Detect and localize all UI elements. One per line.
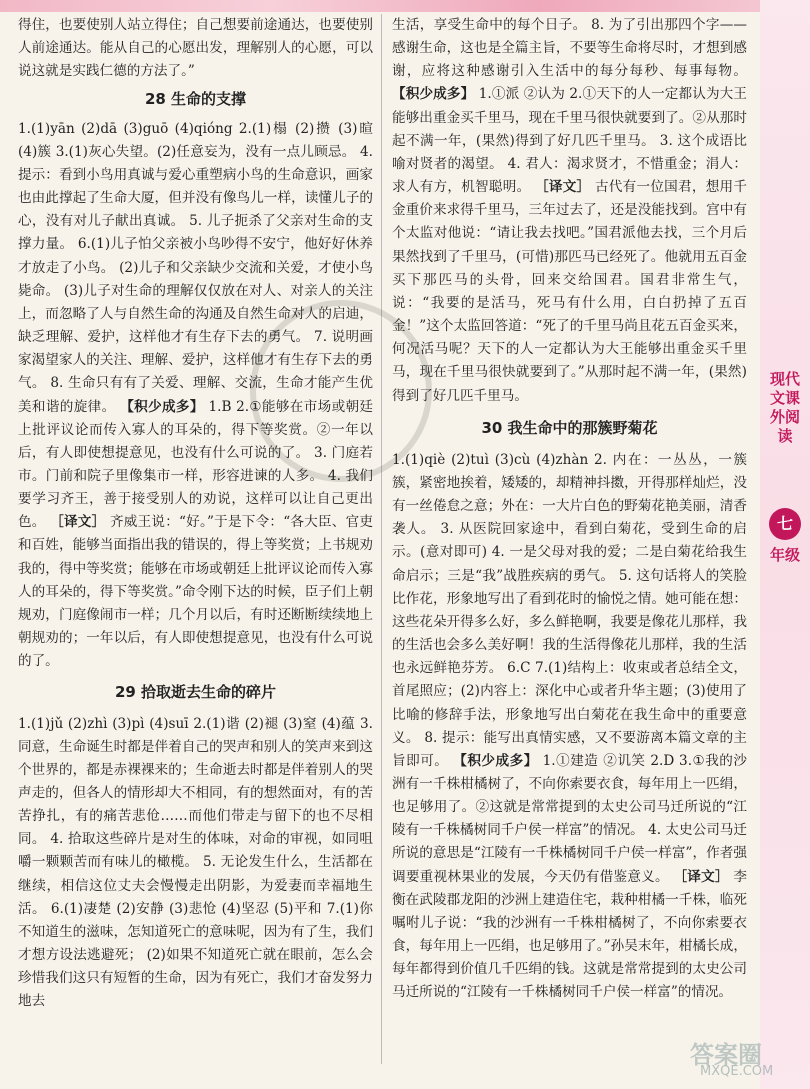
footer-logo: 答案圈 — [690, 1041, 762, 1069]
right-sidebar — [760, 0, 810, 1089]
section-30-answers — [392, 449, 747, 1005]
section-29-answers: 1.(1)jǔ (2)zhì (3)pì (4)suī 2.(1)谐 (2)褪 (3)窒 (4)蕴 3. 同意，生命诞生时都是伴着自己的哭声和别人的笑声来到这个世界的，都是赤裸裸来的；生命逝去时都是伴着别人的哭声走的，但各人的情形却大不相同，有的想然面对，有的苦苦挣扎，有的痛苦悲伧……而他们带走与留下的也不尽相同。 4. 拾取这些碎片是对生的体味，对命的审视，如同咀嚼一颗颗苦而有味儿的橄榄。 5. 无论发生什么，生活都在继续，相信这位丈夫会慢慢走出阴影，为爱妻而幸福地生活。 6.(1)凄楚 (2)安静 (3)悲怆 (4)坚忍 (5)平和 7.(1)你不知道生的滋味，怎知道死亡的意味呢，因为有了生，我们才想方设法逃避死； (2)如果不知道死亡就在眼前，怎么会珍惜我们这只有短暂的生命，因为有死亡，我们才奋发努力地去 — [18, 715, 373, 1010]
section-28-title: 28 生命的支撑 — [144, 90, 247, 109]
r-body-2: 古代有一位国君，想用千金重价来求得千里马，三年过去了，还是没能找到。宫中有个太监对他说：“请让我去找吧。”国君派他去找，三个月后果然找到了千里马，(可惜)那匹马已经死了。他就用五百金买下那匹马的头骨，回来交给国君。国君非常生气，说：“我要的是活马，死马有什么用，白白扔掉了五百金！”这个太监回答道：“死了的千里马尚且花五百金买来，何况活马呢？天下的人一定都认为大王能够出重金买千里马，现在千里马很快就要到了。”从那时起不满一年，(果然)得到了好几匹千里马。 — [392, 179, 747, 404]
section-30-title: 30 我生命中的那簇野菊花 — [481, 418, 658, 437]
top-decorative-band — [0, 0, 810, 12]
footer-url: MXQE.COM — [700, 1064, 774, 1079]
s28-body-1: 1.(1)yān (2)dā (3)guō (4)qióng 2.(1)榻 (2)攒 (3)暄 (4)簇 3.(1)灰心失望。(2)任意妄为，没有一点儿顾忌。 4. 提示：看到小鸟用真诚与爱心重塑病小鸟的生命意识，画家也由此撑起了生命大厦，但并没有像鸟儿一样，读懂儿子的心，没有对儿子献出真诚。 5. 儿子扼杀了父亲对生命的支撑力量。 6.(1)儿子怕父亲被小鸟吵得不安宁，他好好休养才放走了小鸟。 (2)儿子和父亲缺少交流和关爱，才使小鸟毙命。 (3)儿子对生命的理解仅仅放在对人、对亲人的关注上，而忽略了人与自然生命的沟通及自然生命对人的启迪，缺乏理解、爱护，这样他才有生存下去的勇气。 7. 说明画家渴望家人的关注、理解、爱护，这样他才有生存下去的勇气。 8. 生命只有有了关爱、理解、交流，生命才能产生优美和谐的旋律。 — [18, 120, 373, 415]
column-divider — [381, 14, 382, 1064]
s30-translation-tag: ［译文］ — [673, 868, 729, 885]
s28-accumulate-tag: 【积少成多】 — [120, 398, 204, 415]
s30-body-1: 1.(1)qiè (2)tuì (3)cù (4)zhàn 2. 内在：一丛丛，一簇簇，紧密地挨着，矮矮的，却精神抖擞，开得那样灿烂，没有一丝倦怠之意；外在：一大片白色的野菊花艳美丽，清香袭人。 3. 从医院回家途中，看到白菊花，受到生命的启示。(意对即可) 4. 一是父母对我的爱；二是白菊花给我生命启示；三是“我”战胜疾病的勇气。 5. 这句话将人的笑脸比作花，形象地写出了看到花时的愉悦之情。她可能在想：这些花朵开得多么好，多么鲜艳啊，我要是像花儿那样，我的生活也会多么美好啊！我的生活得像花儿那样，我的生活也永远鲜艳芬芳。 6.C 7.(1)结构上：收束或者总结全文，首尾照应；(2)内容上：深化中心或者升华主题；(3)使用了比喻的修辞手法，形象地写出白菊花在我生命中的重要意义。 8. 提示：能写出真情实感，又不要游离本篇文章的主旨即可。 — [392, 451, 747, 769]
r-intro: 生活，享受生命中的每个日子。 8. 为了引出那四个字——感谢生命，这也是全篇主旨，不要等生命将尽时，才想到感谢，应将这种感谢引入生活中的每分每秒、每事每物。 — [392, 17, 747, 80]
s30-body-2: 1.①建造 ②讥笑 2.D 3.①我的沙洲有一千株柑橘树了，不向你索要衣食，每年用上一匹绢，也足够用了。②这就是常常提到的太史公司马迁所说的“江陵有一千株橘树同千户侯一样富”的情况。 4. 太史公司马迁所说的意思是“江陵有一千株橘树同千户侯一样富”，作者强调要重视林果业的发展，今天仍有借鉴意义。 — [392, 752, 747, 885]
left-intro-text: 得住，也要使别人站立得住；自己想要前途通达，也要使别人前途通达。能从自己的心愿出发，理解别人的心愿，可以说这就是实践仁德的方法了。” — [18, 17, 373, 80]
s30-accumulate-tag: 【积少成多】 — [453, 752, 538, 769]
r-body-1: 1.①派 ②认为 2.①天下的人一定都认为大王能够出重金买千里马，现在千里马很快就要到了。②从那时起不满一年，(果然)得到了好几匹千里马。 3. 这个成语比喻对贤者的渴望。 4. 君人：渴求贤才，不惜重金；涓人：求人有方，机智聪明。 — [392, 86, 747, 196]
grade-suffix: 年级 — [769, 546, 800, 564]
left-column — [18, 14, 373, 1014]
section-29-title: 29 拾取逝去生命的碎片 — [114, 683, 277, 702]
r-translation-tag: ［译文］ — [535, 179, 591, 196]
s28-body-3: 齐威王说：“好。”于是下令：“各大臣、官吏和百姓，能够当面指出我的错误的，得上等奖赏；上书规劝我的，得中等奖赏；能够在市场或朝廷上批评议论而传入寡人的耳朵的，得下等奖赏。”命令刚下达的时候，臣子们上朝规劝，门庭像闹市一样；几个月以后，有时还断断续续地上朝规劝的；一年以后，有人即使想提意见，也没有什么可说的了。 — [18, 514, 374, 670]
s28-translation-tag: ［译文］ — [50, 514, 106, 531]
right-column — [392, 14, 747, 1005]
s28-body-2: 1.B 2.①能够在市场或朝廷上批评议论而传入寡人的耳朵的，得下等奖赏。②一年以后，有人即使想提意见，也没有什么可说的了。 3. 门庭若市。门前和院子里像集市一样，形容进谏的人多。 4. 我们要学习齐王，善于接受别人的劝说，这样可以让自己更出色。 — [18, 398, 374, 531]
s30-body-3: 李衡在武陵郡龙阳的沙洲上建造住宅，栽种柑橘一千株，临死嘱咐儿子说：“我的沙洲有一千株柑橘树了，不向你索要衣食，每年用上一匹绢，也足够用了。”孙吴末年，柑橘长成，每年都得到价值几千匹绢的钱。这就是常常提到的太史公司马迁所说的“江陵有一千株橘树同千户侯一样富”的情况。 — [392, 868, 747, 1001]
right-intro-text — [392, 14, 747, 408]
sidebar-book-title: 现代文课外阅读 — [769, 370, 800, 445]
grade-badge: 七 — [769, 508, 801, 540]
r-accumulate-tag: 【积少成多】 — [392, 86, 475, 103]
